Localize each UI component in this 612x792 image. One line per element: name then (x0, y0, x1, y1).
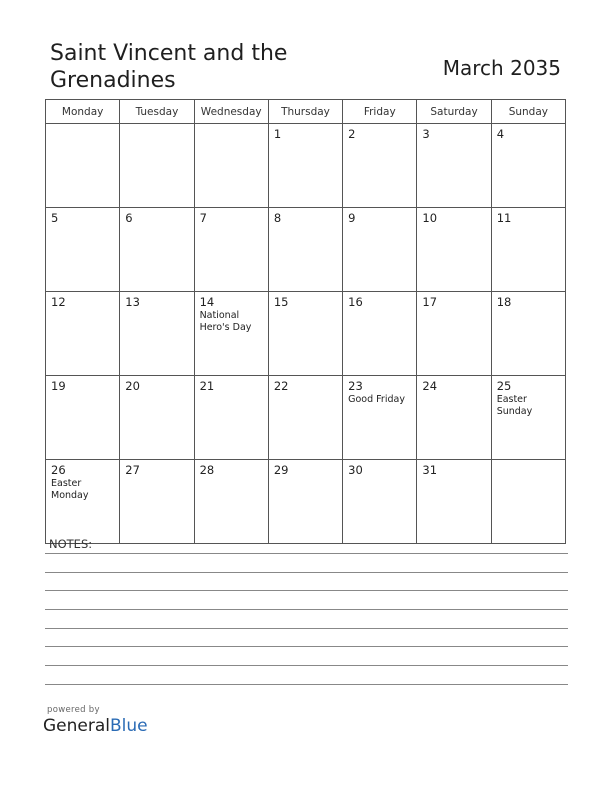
brand-general: General (43, 716, 110, 736)
page-title: Saint Vincent and the Grenadines (50, 41, 288, 93)
weekday-wednesday: Wednesday (194, 100, 268, 124)
day-cell (343, 376, 417, 460)
day-cell (417, 460, 491, 544)
day-cell (417, 376, 491, 460)
week-row (46, 208, 566, 292)
day-number: 14 (199, 295, 215, 309)
day-number: 3 (422, 127, 430, 141)
day-cell (194, 208, 268, 292)
day-number: 2 (348, 127, 356, 141)
day-cell (343, 460, 417, 544)
day-cell (491, 376, 565, 460)
weekday-sunday: Sunday (491, 100, 565, 124)
day-number: 17 (422, 295, 438, 309)
day-number: 1 (273, 127, 282, 141)
holiday-label: National Hero's Day (199, 310, 252, 333)
day-number: 6 (125, 211, 133, 225)
day-cell (417, 124, 491, 208)
empty-day-cell (46, 124, 120, 208)
day-number: 7 (199, 211, 207, 225)
generalblue-logo[interactable] (43, 716, 148, 736)
weekday-thursday: Thursday (268, 100, 342, 124)
day-cell (120, 208, 194, 292)
day-cell (268, 292, 342, 376)
notes-line (45, 684, 568, 685)
empty-day-cell (120, 124, 194, 208)
weekday-friday: Friday (343, 100, 417, 124)
day-number: 4 (496, 127, 505, 141)
day-cell (268, 460, 342, 544)
day-number: 20 (125, 379, 140, 393)
day-number: 9 (348, 211, 356, 225)
notes-line (45, 665, 568, 666)
notes-line (45, 609, 568, 610)
day-cell (491, 292, 565, 376)
day-cell (491, 124, 565, 208)
holiday-label: Easter Sunday (496, 394, 533, 417)
day-number: 26 (51, 463, 66, 477)
brand-blue: Blue (110, 716, 148, 736)
day-number: 23 (348, 379, 363, 393)
day-number: 13 (125, 295, 140, 309)
calendar-grid (45, 99, 566, 544)
holiday-label: Good Friday (348, 394, 405, 405)
weekday-tuesday: Tuesday (120, 100, 194, 124)
day-number: 8 (273, 211, 282, 225)
day-cell (46, 376, 120, 460)
day-number: 24 (422, 379, 438, 393)
week-row (46, 292, 566, 376)
powered-by-text: powered by (47, 705, 100, 715)
day-cell (46, 460, 120, 544)
day-cell (194, 376, 268, 460)
day-cell (120, 376, 194, 460)
day-cell (194, 292, 268, 376)
notes-line (45, 646, 568, 647)
day-number: 28 (199, 463, 215, 477)
day-number: 30 (348, 463, 363, 477)
day-number: 21 (199, 379, 215, 393)
day-cell (268, 376, 342, 460)
day-cell (417, 208, 491, 292)
week-row (46, 376, 566, 460)
day-number: 22 (273, 379, 289, 393)
day-number: 18 (496, 295, 512, 309)
notes-line (45, 553, 568, 554)
day-number: 27 (125, 463, 140, 477)
day-cell (343, 124, 417, 208)
weekday-saturday: Saturday (417, 100, 491, 124)
day-number: 31 (422, 463, 438, 477)
day-cell (46, 292, 120, 376)
notes-line (45, 628, 568, 629)
day-cell (46, 208, 120, 292)
day-cell (194, 460, 268, 544)
day-cell (268, 124, 342, 208)
day-cell (491, 208, 565, 292)
notes-label: NOTES: (49, 537, 93, 551)
day-number: 16 (348, 295, 363, 309)
day-number: 29 (273, 463, 289, 477)
day-cell (268, 208, 342, 292)
notes-line (45, 572, 568, 573)
weekday-monday: Monday (46, 100, 120, 124)
day-cell (120, 292, 194, 376)
day-number: 19 (51, 379, 66, 393)
holiday-label: Easter Monday (51, 478, 89, 501)
day-number: 11 (496, 211, 512, 225)
week-row (46, 124, 566, 208)
day-number: 5 (51, 211, 59, 225)
empty-day-cell (194, 124, 268, 208)
day-cell (417, 292, 491, 376)
empty-day-cell (491, 460, 565, 544)
day-number: 10 (422, 211, 438, 225)
weekday-header-row (46, 100, 566, 124)
day-cell (343, 292, 417, 376)
day-number: 12 (51, 295, 66, 309)
day-cell (120, 460, 194, 544)
month-label: March 2035 (442, 56, 561, 80)
notes-line (45, 590, 568, 591)
day-number: 25 (496, 379, 512, 393)
day-number: 15 (273, 295, 289, 309)
week-row (46, 460, 566, 544)
day-cell (343, 208, 417, 292)
